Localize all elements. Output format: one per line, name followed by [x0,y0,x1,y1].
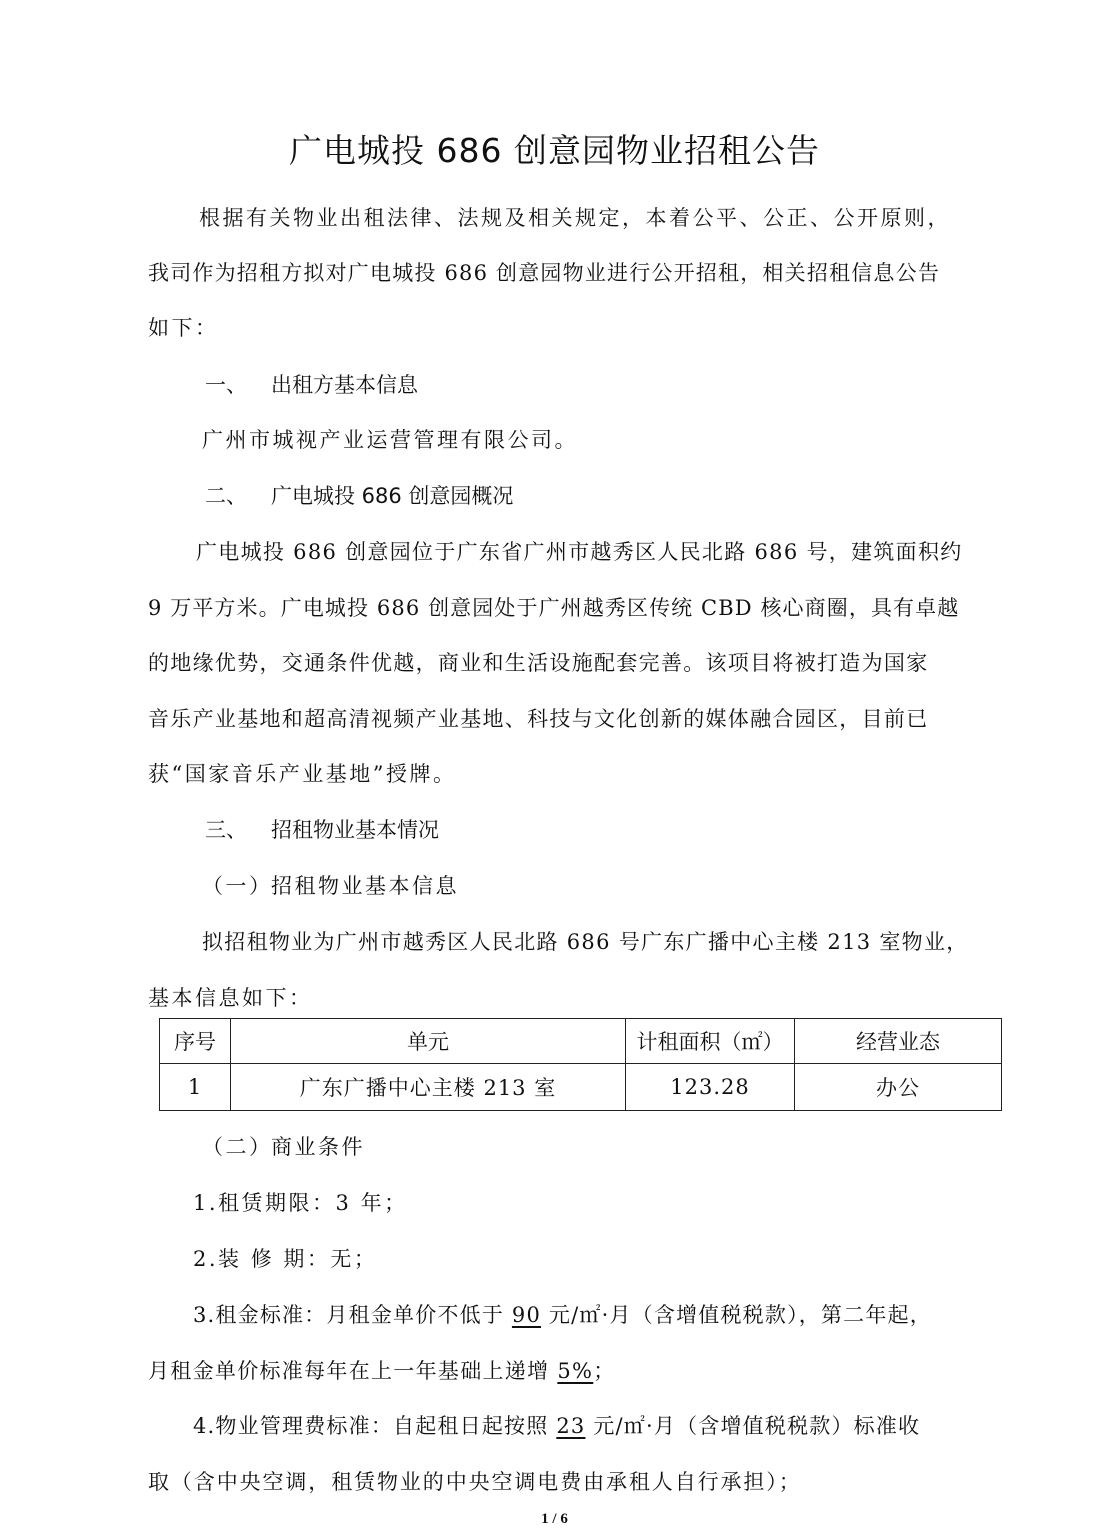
section-2-line-2: 9 万平方米。广电城投 686 创意园处于广州越秀区传统 CBD 核心商圈，具有卓越 [148,596,960,620]
section-2-number: 二、 [205,484,247,508]
section-3-number: 三、 [205,818,247,842]
condition-4-line-1 [193,1411,920,1441]
section-1-title: 出租方基本信息 [271,373,418,397]
cell-area: 123.28 [626,1064,795,1111]
subsection-1-title: 招租物业基本信息 [271,874,459,898]
subsection-1-heading [202,871,459,901]
section-2-line-5: 获“国家音乐产业基地”授牌。 [148,762,457,786]
condition-4-line-2: 取（含中央空调，租赁物业的中央空调电费由承租人自行承担）； [148,1470,802,1494]
subsection-1-line-1: 拟招租物业为广州市越秀区人民北路 686 号广东广播中心主楼 213 室物业， [202,930,969,954]
subsection-1-line-2: 基本信息如下： [148,986,313,1010]
condition-3-line-2-suffix: ； [593,1359,616,1383]
annual-increase-rate: 5% [557,1359,594,1383]
intro-line-3: 如下： [148,316,219,340]
section-1-heading [205,370,418,400]
table-header-row [160,1019,1002,1064]
section-3-heading [205,815,439,845]
header-index: 序号 [160,1019,231,1064]
condition-3-line-2-prefix: 月租金单价标准每年在上一年基础上递增 [148,1359,558,1383]
management-fee-price: 23 [556,1414,586,1438]
rent-price: 90 [511,1303,542,1327]
condition-4-suffix: 元/㎡·月（含增值税税款）标准收 [585,1414,921,1438]
header-business-type: 经营业态 [795,1019,1002,1064]
section-1-number: 一、 [205,373,247,397]
condition-3-prefix: 3.租金标准：月租金单价不低于 [193,1303,512,1327]
cell-index: 1 [160,1064,231,1111]
subsection-1-number: （一） [202,874,273,898]
header-unit: 单元 [231,1019,626,1064]
subsection-2-title: 商业条件 [271,1135,365,1159]
section-1-body: 广州市城视产业运营管理有限公司。 [202,428,578,452]
property-table [159,1018,1002,1111]
section-3-title: 招租物业基本情况 [271,818,439,842]
cell-business-type: 办公 [795,1064,1002,1111]
section-2-line-4: 音乐产业基地和超高清视频产业基地、科技与文化创新的媒体融合园区，目前已 [148,707,929,731]
section-2-heading [205,481,513,511]
page-title: 广电城投 686 创意园物业招租公告 [289,131,820,170]
subsection-2-number: （二） [202,1135,273,1159]
condition-2: 2.装 修 期：无； [193,1247,378,1271]
page-number: 1 / 6 [541,1511,568,1527]
condition-1: 1.租赁期限：3 年； [193,1191,408,1215]
condition-3-line-1 [193,1300,932,1330]
section-2-line-3: 的地缘优势，交通条件优越，商业和生活设施配套完善。该项目将被打造为国家 [148,651,929,675]
condition-3-suffix: 元/㎡·月（含增值税税款），第二年起， [541,1303,932,1327]
intro-line-2: 我司作为招租方拟对广电城投 686 创意园物业进行公开招租，相关招租信息公告 [148,261,941,285]
condition-3-line-2 [148,1356,616,1386]
cell-unit: 广东广播中心主楼 213 室 [231,1064,626,1111]
table-row [160,1064,1002,1111]
header-area: 计租面积（㎡） [626,1019,795,1064]
intro-line-1: 根据有关物业出租法律、法规及相关规定，本着公平、公正、公开原则， [199,206,951,230]
section-2-line-1: 广电城投 686 创意园位于广东省广州市越秀区人民北路 686 号，建筑面积约 [196,540,963,564]
subsection-2-heading [202,1132,365,1162]
condition-4-prefix: 4.物业管理费标准：自起租日起按照 [193,1414,557,1438]
section-2-title: 广电城投 686 创意园概况 [271,484,514,508]
